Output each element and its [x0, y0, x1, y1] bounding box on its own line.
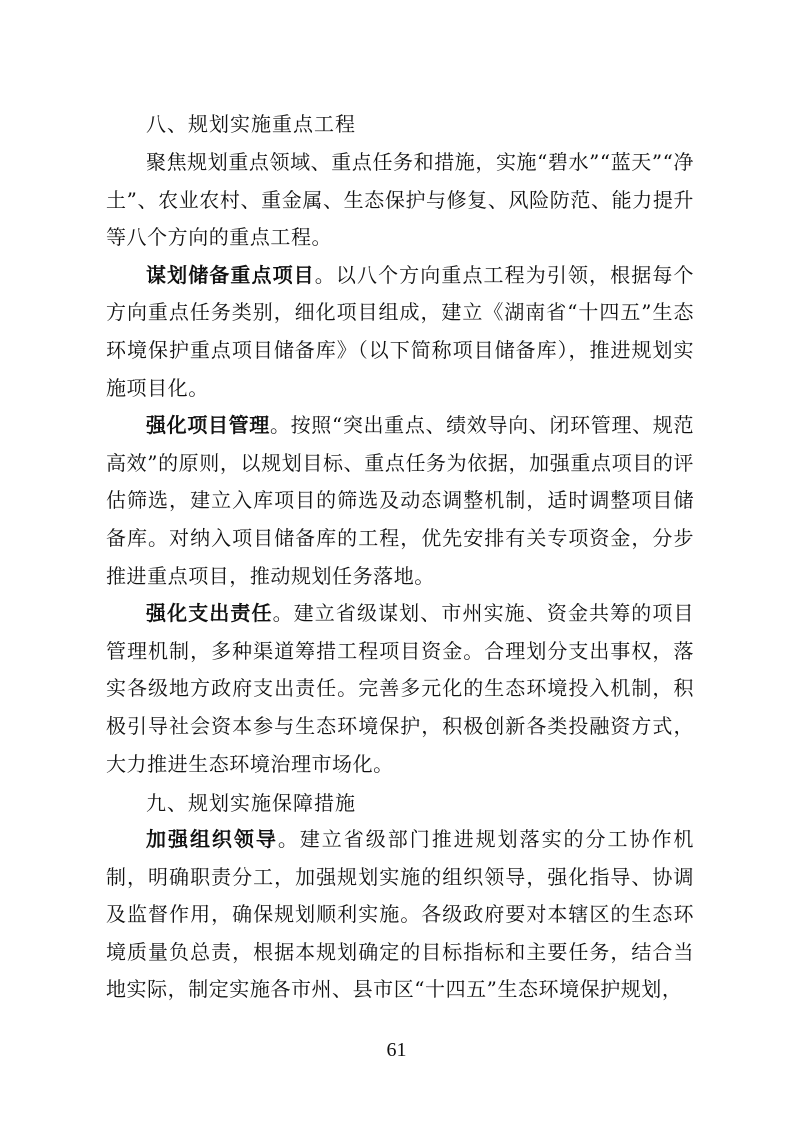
paragraph-body-organizational-leadership: 。建立省级部门推进规划落实的分工协作机制，明确职责分工，加强规划实施的组织领导，强化指导、协调及监督作用，确保规划顺利实施。各级政府要对本辖区的生态环境质量负总责，根据本规划确定的目标指标和主要任务，结合当地实际，制定实施各市州、县市区“十四五”生态环境保护规划， [106, 827, 694, 1002]
paragraph-expenditure-responsibility [106, 595, 694, 783]
page-number: 61 [386, 1039, 407, 1061]
paragraph-body-expenditure-responsibility: 。建立省级谋划、市州实施、资金共筹的项目管理机制，多种渠道筹措工程项目资金。合理划分支出事权，落实各级地方政府支出责任。完善多元化的生态环境投入机制，积极引导社会资本参与生态环境保护，积极创新各类投融资方式，大力推进生态环境治理市场化。 [106, 601, 694, 776]
paragraph-body-project-reserve: 。以八个方向重点工程为引领，根据每个方向重点任务类别，细化项目组成，建立《湖南省“十四五”生态环境保护重点项目储备库》（以下简称项目储备库），推进规划实施项目化。 [106, 262, 694, 400]
paragraph-lead-organizational-leadership: 加强组织领导 [146, 827, 278, 852]
section-heading-8: 八、规划实施重点工程 [146, 112, 356, 136]
paragraph-lead-expenditure-responsibility: 强化支出责任 [146, 601, 273, 626]
page-body [106, 106, 694, 1009]
paragraph-organizational-leadership [106, 821, 694, 1009]
paragraph-project-management [106, 407, 694, 595]
section-heading-9: 九、规划实施保障措施 [146, 791, 356, 816]
section-8-intro-paragraph: 聚焦规划重点领域、重点任务和措施，实施“碧水”“蓝天”“净土”、农业农村、重金属、生态保护与修复、风险防范、能力提升等八个方向的重点工程。 [106, 150, 694, 250]
paragraph-project-reserve [106, 257, 694, 407]
paragraph-lead-project-management: 强化项目管理 [146, 413, 270, 438]
paragraph-lead-project-reserve: 谋划储备重点项目 [146, 262, 315, 287]
paragraph-body-project-management: 。按照“突出重点、绩效导向、闭环管理、规范高效”的原则，以规划目标、重点任务为依据，加强重点项目的评估筛选，建立入库项目的筛选及动态调整机制，适时调整项目储备库。对纳入项目储备库的工程，优先安排有关专项资金，分步推进重点项目，推动规划任务落地。 [106, 413, 694, 588]
